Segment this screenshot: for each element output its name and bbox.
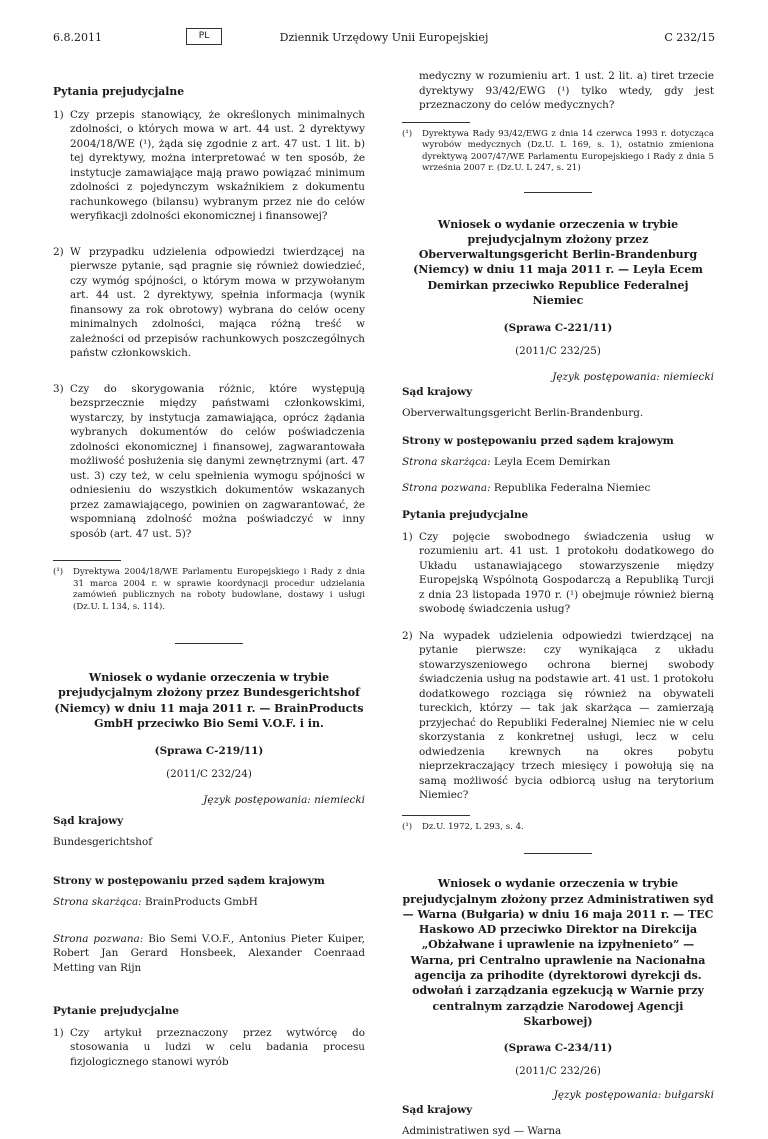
case-title: Wniosek o wydanie orzeczenia w trybie prejudycjalnym złożony przez Bundesgerichtshof (Niemcy) w dniu 11 maja 2011 r. — BrainProducts GmbH przeciwko Bio Semi V.O.F. i in. <box>54 671 364 730</box>
footnote <box>402 129 714 175</box>
question-1 <box>53 1026 365 1070</box>
court-name: Bundesgerichtshof <box>53 836 153 849</box>
case-number: (Sprawa C-221/11) <box>503 322 613 335</box>
question-text: Czy do skorygowania różnic, które występują bezsprzecznie między państwami członkowskimi, wystarczy, by instytucja zamawiająca, oprócz żądania wybranych dokumentów do celów poświadczenia zdolności ekonomicznej i finansowej, zagwarantowała możliwość posłużenia się danymi zewnętrznymi (art. 47 ust. 3) czy też, w celu spełnienia wymogu spójności w odniesieniu do wszystkich dokumentów wskazanych przez zamawiającego, powinien on zagwarantować, że wspomnianą zdolność można poświadczyć w inny sposób (art. 47 ust. 5)? <box>70 382 365 540</box>
section-heading: Pytania prejudycjalne <box>53 85 185 98</box>
defendant <box>53 932 365 976</box>
journal-title: Dziennik Urzędowy Unii Europejskiej <box>279 31 489 44</box>
section-separator <box>524 192 592 193</box>
plaintiff-name: BrainProducts GmbH <box>145 896 258 909</box>
question-number: 1) <box>53 1026 64 1039</box>
questions-heading: Pytania prejudycjalne <box>402 509 529 522</box>
footnote-text: Dyrektywa Rady 93/42/EWG z dnia 14 czerwca 1993 r. dotycząca wyrobów medycznych (Dz.U. L 169, s. 1), ostatnio zmieniona dyrektywą 2007/47/WE Parlamentu Europejskiego i Rady z dnia 5 września 2007 r. (Dz.U. L 247, s. 21) <box>422 128 714 173</box>
procedure-language: Język postępowania: bułgarski <box>553 1089 714 1102</box>
question-text: medyczny w rozumieniu art. 1 ust. 2 lit. a) tiret trzecie dyrektywy 93/42/EWG (¹) tylko wtedy, gdy jest przeznaczony do celów medycznych? <box>419 70 714 111</box>
court-heading: Sąd krajowy <box>53 814 124 827</box>
question-2 <box>402 629 714 803</box>
defendant-name: Republika Federalna Niemiec <box>493 481 651 494</box>
question-number: 2) <box>402 629 413 642</box>
right-column <box>402 69 714 1139</box>
question-text: W przypadku udzielenia odpowiedzi twierdzącej na pierwsze pytanie, sąd pragnie się również dowiedzieć, czy wymóg spójności, o którym mowa w przywołanym art. 44 ust. 2 dyrektywy, spełnia informacja (wynik finansowy za rok obrotowy) wybrana do celów oceny minimalnych zdolności, mająca różną treść w zależności od przepisów rachunkowych poszczególnych państw członkowskich. <box>70 245 365 359</box>
question-number: 1) <box>53 108 64 121</box>
question-number: 3) <box>53 382 64 395</box>
court-heading: Sąd krajowy <box>402 385 473 398</box>
case-reference: (2011/C 232/25) <box>515 344 601 357</box>
case-reference: (2011/C 232/24) <box>166 767 252 780</box>
left-column <box>53 85 365 1069</box>
defendant-name: Bio Semi V.O.F., Antonius Pieter Kuiper, Robert Jan Gerard Honsbeek, Alexander Coenraad Metting van Rijn <box>53 932 365 974</box>
footnote <box>53 567 365 613</box>
question-text: Na wypadek udzielenia odpowiedzi twierdzącej na pytanie pierwsze: czy wynikająca z układu stowarzyszeniowego ochrona biernej swobody świadczenia usług na podstawie art. 41 ust. 1 protokołu dodatkowego rozciąga się również na obywateli tureckich, którzy — tak jak skarżąca — zamierzają przyjechać do Republiki Federalnej Niemiec nie w celu skorzystania z konkretnej usługi, lecz w celu odwiedzenia krewnych na okres pobytu nieprzekraczający trzech miesięcy i powołują się na samą możliwość bycia odbiorcą usług na terytorium Niemiec? <box>419 629 714 802</box>
case-title: Wniosek o wydanie orzeczenia w trybie prejudycjalnym złożony przez Administratiwen syd — Warna (Bułgaria) w dniu 16 maja 2011 r. — TEC Haskowo AD przeciwko Direktor na Direkcija „Obżałwane i uprawlenie na izpyłnenieto” — Warna, pri Centralno uprawlenie na Nacionałna agencija za prihodite (dyrektorowi dyrekcji ds. odwołań i zarządzania egzekucją w Warnie przy centralnym zarządzie Narodowej Agencji Skarbowej) <box>402 877 714 1028</box>
footnote-number: (¹) <box>402 128 413 139</box>
footnote <box>402 822 714 834</box>
footnote-number: (¹) <box>402 821 413 832</box>
question-number: 2) <box>53 245 64 258</box>
plaintiff-name: Leyla Ecem Demirkan <box>494 456 611 469</box>
defendant <box>402 481 714 496</box>
publication-date: 6.8.2011 <box>53 31 102 44</box>
question-text: Czy artykuł przeznaczony przez wytwórcę do stosowania u ludzi w celu badania procesu fizjologicznego stanowi wyrób <box>70 1026 365 1068</box>
case-reference: (2011/C 232/26) <box>515 1064 601 1077</box>
parties-heading: Strony w postępowaniu przed sądem krajowym <box>53 874 325 887</box>
question-number: 1) <box>402 530 413 543</box>
footnote-number: (¹) <box>53 567 64 577</box>
court-name: Administratiwen syd — Warna <box>402 1125 562 1138</box>
parties-heading: Strony w postępowaniu przed sądem krajowym <box>402 434 674 447</box>
footnote-text: Dyrektywa 2004/18/WE Parlamentu Europejskiego i Rady z dnia 31 marca 2004 r. w sprawie koordynacji procedur udzielania zamówień publicznych na roboty budowlane, dostawy i usługi (Dz.U. L 134, s. 114). <box>73 567 365 612</box>
case-title: Wniosek o wydanie orzeczenia w trybie prejudycjalnym złożony przez Oberverwaltungsgericht Berlin-Brandenburg (Niemcy) w dniu 11 maja 2011 r. — Leyla Ecem Demirkan przeciwko Republice Federalnej Niemiec <box>413 217 703 307</box>
plaintiff <box>402 455 714 470</box>
question-heading: Pytanie prejudycjalne <box>53 1005 180 1018</box>
procedure-language: Język postępowania: niemiecki <box>552 371 714 384</box>
footnote-rule <box>402 815 470 816</box>
court-name: Oberverwaltungsgericht Berlin-Brandenburg. <box>402 407 644 420</box>
footnote-text: Dz.U. 1972, L 293, s. 4. <box>422 821 524 832</box>
question-text: Czy przepis stanowiący, że określonych minimalnych zdolności, o których mowa w art. 44 ust. 2 dyrektywy 2004/18/WE (¹), żąda się zgodnie z art. 47 ust. 1 lit. b) tej dyrektywy, można interpretować w ten sposób, że instytucje zamawiające mają prawo powiązać minimum zdolności z pojedynczym wskaźnikiem z dokumentu rachunkowego (bilansu) wybranym przez nie do celów weryfikacji zdolności ekonomicznej i finansowej? <box>70 108 365 222</box>
question-continuation <box>402 69 714 113</box>
footnote-rule <box>53 560 121 561</box>
question-text: Czy pojęcie swobodnego świadczenia usług w rozumieniu art. 41 ust. 1 protokołu dodatkowego do Układu ustanawiającego stowarzyszenie między Europejską Wspólnotą Gospodarczą a Republiką Turcji z dnia 23 listopada 1970 r. (¹) obejmuje również bierną swobodę świadczenia usług? <box>419 530 714 616</box>
defendant-label: Strona pozwana: <box>402 481 491 494</box>
case-number: (Sprawa C-234/11) <box>503 1042 613 1055</box>
language-badge: PL <box>186 28 222 45</box>
footnote-rule <box>402 122 470 123</box>
section-separator <box>524 853 592 854</box>
question-2 <box>53 245 365 361</box>
question-3 <box>53 382 365 542</box>
case-number: (Sprawa C-219/11) <box>154 745 264 758</box>
question-1 <box>53 108 365 224</box>
page-number: C 232/15 <box>664 31 715 44</box>
plaintiff <box>53 895 365 910</box>
question-1 <box>402 530 714 617</box>
defendant-label: Strona pozwana: <box>53 932 144 945</box>
plaintiff-label: Strona skarżąca: <box>53 896 142 909</box>
section-separator <box>175 643 243 644</box>
page-header <box>53 28 715 48</box>
court-heading: Sąd krajowy <box>402 1103 473 1116</box>
plaintiff-label: Strona skarżąca: <box>402 456 491 469</box>
procedure-language: Język postępowania: niemiecki <box>203 794 365 807</box>
